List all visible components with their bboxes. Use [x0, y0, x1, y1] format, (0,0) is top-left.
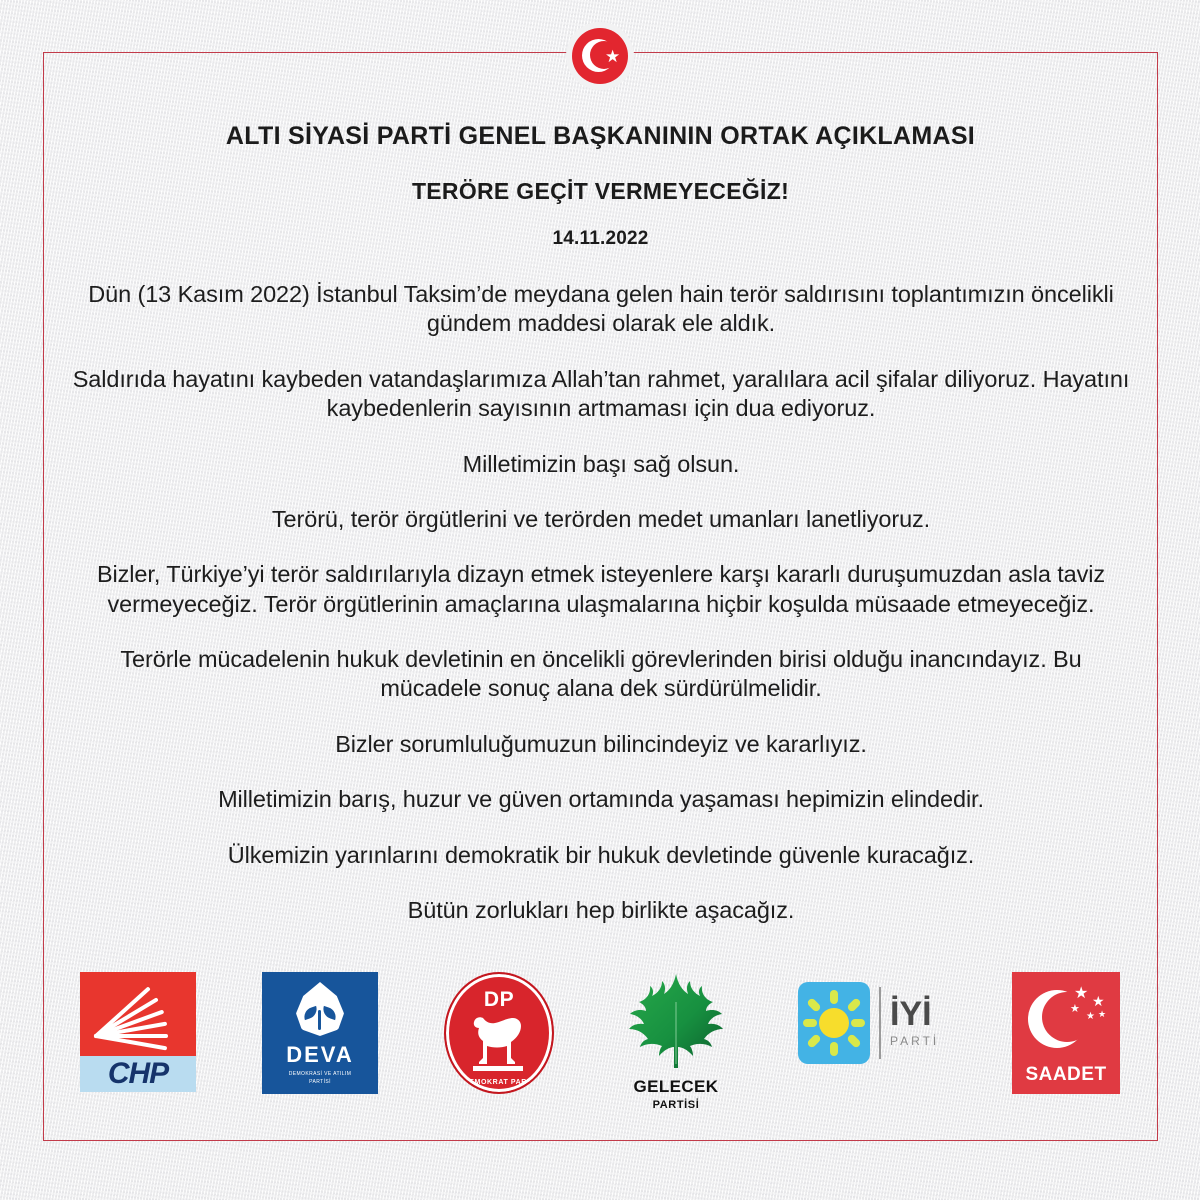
star-icon: ★ — [605, 47, 621, 66]
page-title: ALTI SİYASİ PARTİ GENEL BAŞKANININ ORTAK AÇIKLAMASI — [225, 122, 976, 150]
star-icon: ★ — [1098, 1009, 1107, 1019]
dp-subtitle: DEMOKRAT PARTİ — [463, 1079, 535, 1086]
horse-icon — [463, 1012, 535, 1074]
star-icon: ★ — [1070, 1003, 1080, 1015]
turkish-flag-emblem — [566, 22, 634, 90]
saadet-badge — [1012, 972, 1120, 1094]
deva-subtitle: DEMOKRASİ VE ATILIM PARTİSİ — [288, 1071, 352, 1085]
flag-disc — [572, 28, 628, 84]
statement-paragraph: Saldırıda hayatını kaybeden vatandaşlarımıza Allah’tan rahmet, yaralılara acil şifalar diliyoruz. Hayatını kaybedenlerin sayısının artmaması için dua ediyoruz. — [72, 365, 1130, 422]
iyi-subtitle: PARTİ — [890, 1034, 940, 1049]
sun-icon — [798, 982, 870, 1064]
statement-paragraph: Bizler sorumluluğumuzun bilincindeyiz ve kararlıyız. — [335, 730, 867, 757]
page-date: 14.11.2022 — [552, 228, 649, 249]
chp-wordmark-band — [80, 1056, 196, 1092]
saadet-wordmark: SAADET — [1025, 1064, 1107, 1085]
star-icon: ★ — [1074, 985, 1089, 1002]
leaf-right-shape — [321, 1006, 338, 1020]
chp-six-arrows-mark — [80, 972, 196, 1056]
iyi-wordmark: İYİ — [890, 994, 932, 1033]
statement-paragraph: Bütün zorlukları hep birlikte aşacağız. — [407, 896, 795, 923]
statement-body — [70, 280, 1132, 925]
statement-paragraph: Terörle mücadelenin hukuk devletinin en öncelikli görevlerinden birisi olduğu inancındayız. Bu mücadele sonuç alana dek sürdürülmelidir. — [120, 646, 1082, 702]
statement-paragraph: Milletimizin barış, huzur ve güven ortamında yaşaması hepimizin elindedir. — [218, 786, 984, 813]
chp-logo — [80, 972, 196, 1092]
leaf-left-shape — [302, 1006, 319, 1020]
water-drop-icon — [296, 982, 344, 1036]
saadet-partisi-logo — [1012, 972, 1120, 1094]
party-logo-strip — [80, 972, 1120, 1111]
iyi-parti-logo — [798, 972, 946, 1064]
deva-wordmark: DEVA — [286, 1042, 354, 1067]
page-subtitle: TERÖRE GEÇİT VERMEYECEĞİZ! — [411, 178, 790, 204]
plane-leaf-icon — [620, 972, 732, 1070]
dp-wordmark: DP — [483, 988, 515, 1011]
gelecek-subtitle: PARTİSİ — [652, 1099, 700, 1111]
demokrat-parti-logo — [444, 972, 554, 1094]
statement-paragraph: Ülkemizin yarınlarını demokratik bir hukuk devletinde güvenle kuracağız. — [227, 841, 975, 868]
statement-paragraph: Milletimizin başı sağ olsun. — [462, 450, 740, 477]
statement-paragraph: Bizler, Türkiye’yi terör saldırılarıyla dizayn etmek isteyenlere karşı kararlı duruşumuzdan asla taviz vermeyeceğiz. Terör örgütlerinin amaçlarına ulaşmalarına hiçbir koşulda müsaade etmeyeceğiz. — [96, 561, 1106, 617]
star-icon: ★ — [1092, 993, 1105, 1009]
gelecek-wordmark: GELECEK — [633, 1077, 719, 1096]
statement-paragraph: Dün (13 Kasım 2022) İstanbul Taksim’de meydana gelen hain terör saldırısını toplantımızın öncelikli gündem maddesi olarak ele aldık. — [88, 281, 1114, 337]
dp-seal — [444, 972, 554, 1094]
sprout-stem-shape — [318, 1010, 321, 1030]
gelecek-partisi-logo — [620, 972, 732, 1111]
chp-wordmark: CHP — [107, 1057, 169, 1090]
deva-logo — [262, 972, 378, 1094]
statement-paragraph: Terörü, terör örgütlerini ve terörden medet umanları lanetliyoruz. — [271, 505, 931, 532]
logo-divider — [879, 987, 881, 1059]
star-icon: ★ — [1086, 1011, 1095, 1022]
deva-badge — [262, 972, 378, 1094]
